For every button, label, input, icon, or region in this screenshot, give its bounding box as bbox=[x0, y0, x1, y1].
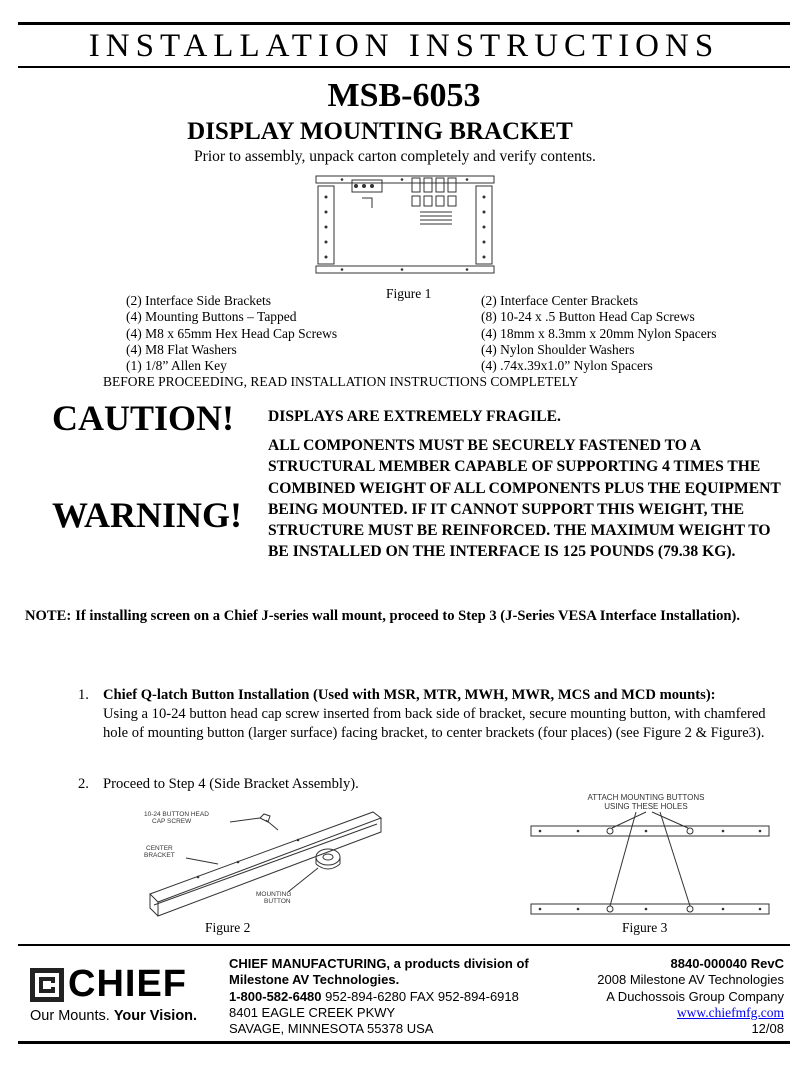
note bbox=[25, 608, 740, 625]
figure-1-drawing bbox=[312, 172, 502, 282]
parts-item: (8) 10-24 x .5 Button Head Cap Screws bbox=[481, 309, 695, 325]
figure-3-caption: Figure 3 bbox=[622, 920, 668, 935]
parts-item: (1) 1/8” Allen Key bbox=[126, 358, 227, 374]
page-title: INSTALLATION INSTRUCTIONS bbox=[88, 28, 720, 64]
figure-3-label: ATTACH MOUNTING BUTTONS bbox=[587, 793, 705, 802]
svg-text:10-24 BUTTON HEADCAP SCREW: 10-24 BUTTON HEAD CAP SCREW bbox=[144, 811, 209, 825]
figure-2-drawing bbox=[138, 804, 383, 920]
step-heading: Chief Q-latch Button Installation (Used with MSR, MTR, MWH, MWR, MCS and MCD mounts): bbox=[103, 687, 716, 703]
chief-tagline bbox=[30, 1008, 197, 1024]
phone-fax: 952-894-6280 FAX 952-894-6918 bbox=[325, 988, 519, 1004]
warning-label: WARNING! bbox=[52, 495, 243, 535]
product-subtitle: DISPLAY MOUNTING BRACKET bbox=[187, 118, 573, 145]
tagline-bold: Your Vision. bbox=[113, 1008, 198, 1024]
note-label: NOTE: bbox=[25, 608, 72, 624]
revision-date: 12/08 bbox=[751, 1021, 784, 1037]
step-body bbox=[103, 686, 783, 743]
top-rule bbox=[18, 22, 790, 25]
toll-free-phone: 1-800-582-6480 bbox=[229, 988, 322, 1004]
figure-3-drawing bbox=[528, 788, 773, 920]
model-number: MSB-6053 bbox=[327, 77, 481, 114]
parts-item: (4) .74x.39x1.0” Nylon Spacers bbox=[481, 358, 653, 374]
chief-logo-word: CHIEF bbox=[68, 963, 187, 1005]
figure-2-caption: Figure 2 bbox=[205, 920, 251, 935]
before-proceeding-notice: BEFORE PROCEEDING, READ INSTALLATION INSTRUCTIONS COMPLETELY bbox=[103, 374, 579, 389]
website-link[interactable]: www.chiefmfg.com bbox=[676, 1004, 784, 1020]
step-number: 1. bbox=[78, 687, 89, 703]
footer-bottom-rule bbox=[18, 1041, 790, 1044]
figure-2-label-bracket: CENTER bbox=[146, 845, 173, 852]
weight-warning: ALL COMPONENTS MUST BE SECURELY FASTENED TO A STRUCTURAL MEMBER CAPABLE OF SUPPORTING 4 TIMES THE COMBINED WEIGHT OF ALL COMPONENTS PLUS THE EQUIPMENT BEING MOUNTED. IF IT CANNOT SUPPORT THIS WEIGHT, THE STRUCTURE MUST BE REINFORCED. THE MAXIMUM WEIGHT TO BE INSTALLED ON THE INTERFACE IS 125 POUNDS (79.38 KG). bbox=[268, 437, 781, 561]
parts-item: (4) M8 Flat Washers bbox=[126, 341, 237, 357]
chief-logo-mark bbox=[30, 968, 64, 1002]
parts-item: (2) Interface Side Brackets bbox=[126, 293, 272, 308]
parts-list-right bbox=[481, 293, 716, 374]
warning-text bbox=[268, 406, 788, 562]
figure-2-label-button: MOUNTING bbox=[256, 891, 292, 898]
parts-item: (4) Mounting Buttons – Tapped bbox=[126, 309, 297, 325]
svg-text:MOUNTINGBUTTON: MOUNTING BUTTON bbox=[256, 891, 292, 905]
group-company: A Duchossois Group Company bbox=[606, 988, 784, 1004]
caution-label: CAUTION! bbox=[52, 398, 235, 438]
chief-logo bbox=[30, 963, 205, 1026]
step-number: 2. bbox=[78, 776, 89, 792]
parts-item: (4) 18mm x 8.3mm x 20mm Nylon Spacers bbox=[481, 325, 717, 341]
parts-item: (4) M8 x 65mm Hex Head Cap Screws bbox=[126, 325, 338, 341]
fragile-warning: DISPLAYS ARE EXTREMELY FRAGILE. bbox=[268, 408, 561, 425]
address-line-2: SAVAGE, MINNESOTA 55378 USA bbox=[229, 1021, 434, 1037]
note-text: If installing screen on a Chief J-series wall mount, proceed to Step 3 (J-Series VESA Interface Installation). bbox=[75, 608, 741, 624]
doc-number: 8840-000040 RevC bbox=[670, 956, 784, 971]
figure-2-label-screw: 10-24 BUTTON HEAD bbox=[144, 811, 209, 818]
footer-doc-info bbox=[560, 956, 784, 1037]
parts-item: (2) Interface Center Brackets bbox=[481, 293, 639, 308]
parts-item: (4) Nylon Shoulder Washers bbox=[481, 341, 635, 357]
step-text: Using a 10-24 button head cap screw inserted from back side of bracket, secure mounting button, with chamfered hole of mounting button (larger surface) facing bracket, to center brackets (four places) (see Figure 2 & Figure3). bbox=[103, 706, 766, 741]
step-text: Proceed to Step 4 (Side Bracket Assembly). bbox=[103, 776, 359, 792]
address-line-1: 8401 EAGLE CREEK PKWY bbox=[229, 1004, 396, 1020]
website-row bbox=[560, 1005, 784, 1021]
tagline-regular: Our Mounts. bbox=[30, 1008, 110, 1024]
intro-text: Prior to assembly, unpack carton completely and verify contents. bbox=[194, 148, 596, 165]
figure-1-caption: Figure 1 bbox=[386, 286, 432, 301]
footer-company-info bbox=[229, 956, 529, 1037]
parts-list-left bbox=[126, 293, 337, 374]
footer-top-rule bbox=[18, 944, 790, 946]
copyright: 2008 Milestone AV Technologies bbox=[597, 972, 784, 988]
phone-line bbox=[229, 989, 529, 1005]
company-line-2: Milestone AV Technologies. bbox=[229, 972, 400, 988]
svg-text:CENTERBRACKET: CENTER BRACKET bbox=[144, 845, 175, 859]
company-line-1: CHIEF MANUFACTURING, a products division of bbox=[229, 956, 529, 971]
title-underline bbox=[18, 66, 790, 68]
step-1 bbox=[78, 686, 778, 766]
svg-text:ATTACH MOUNTING BUTTONSUSING T: ATTACH MOUNTING BUTTONS USING THESE HOLES bbox=[587, 793, 705, 811]
